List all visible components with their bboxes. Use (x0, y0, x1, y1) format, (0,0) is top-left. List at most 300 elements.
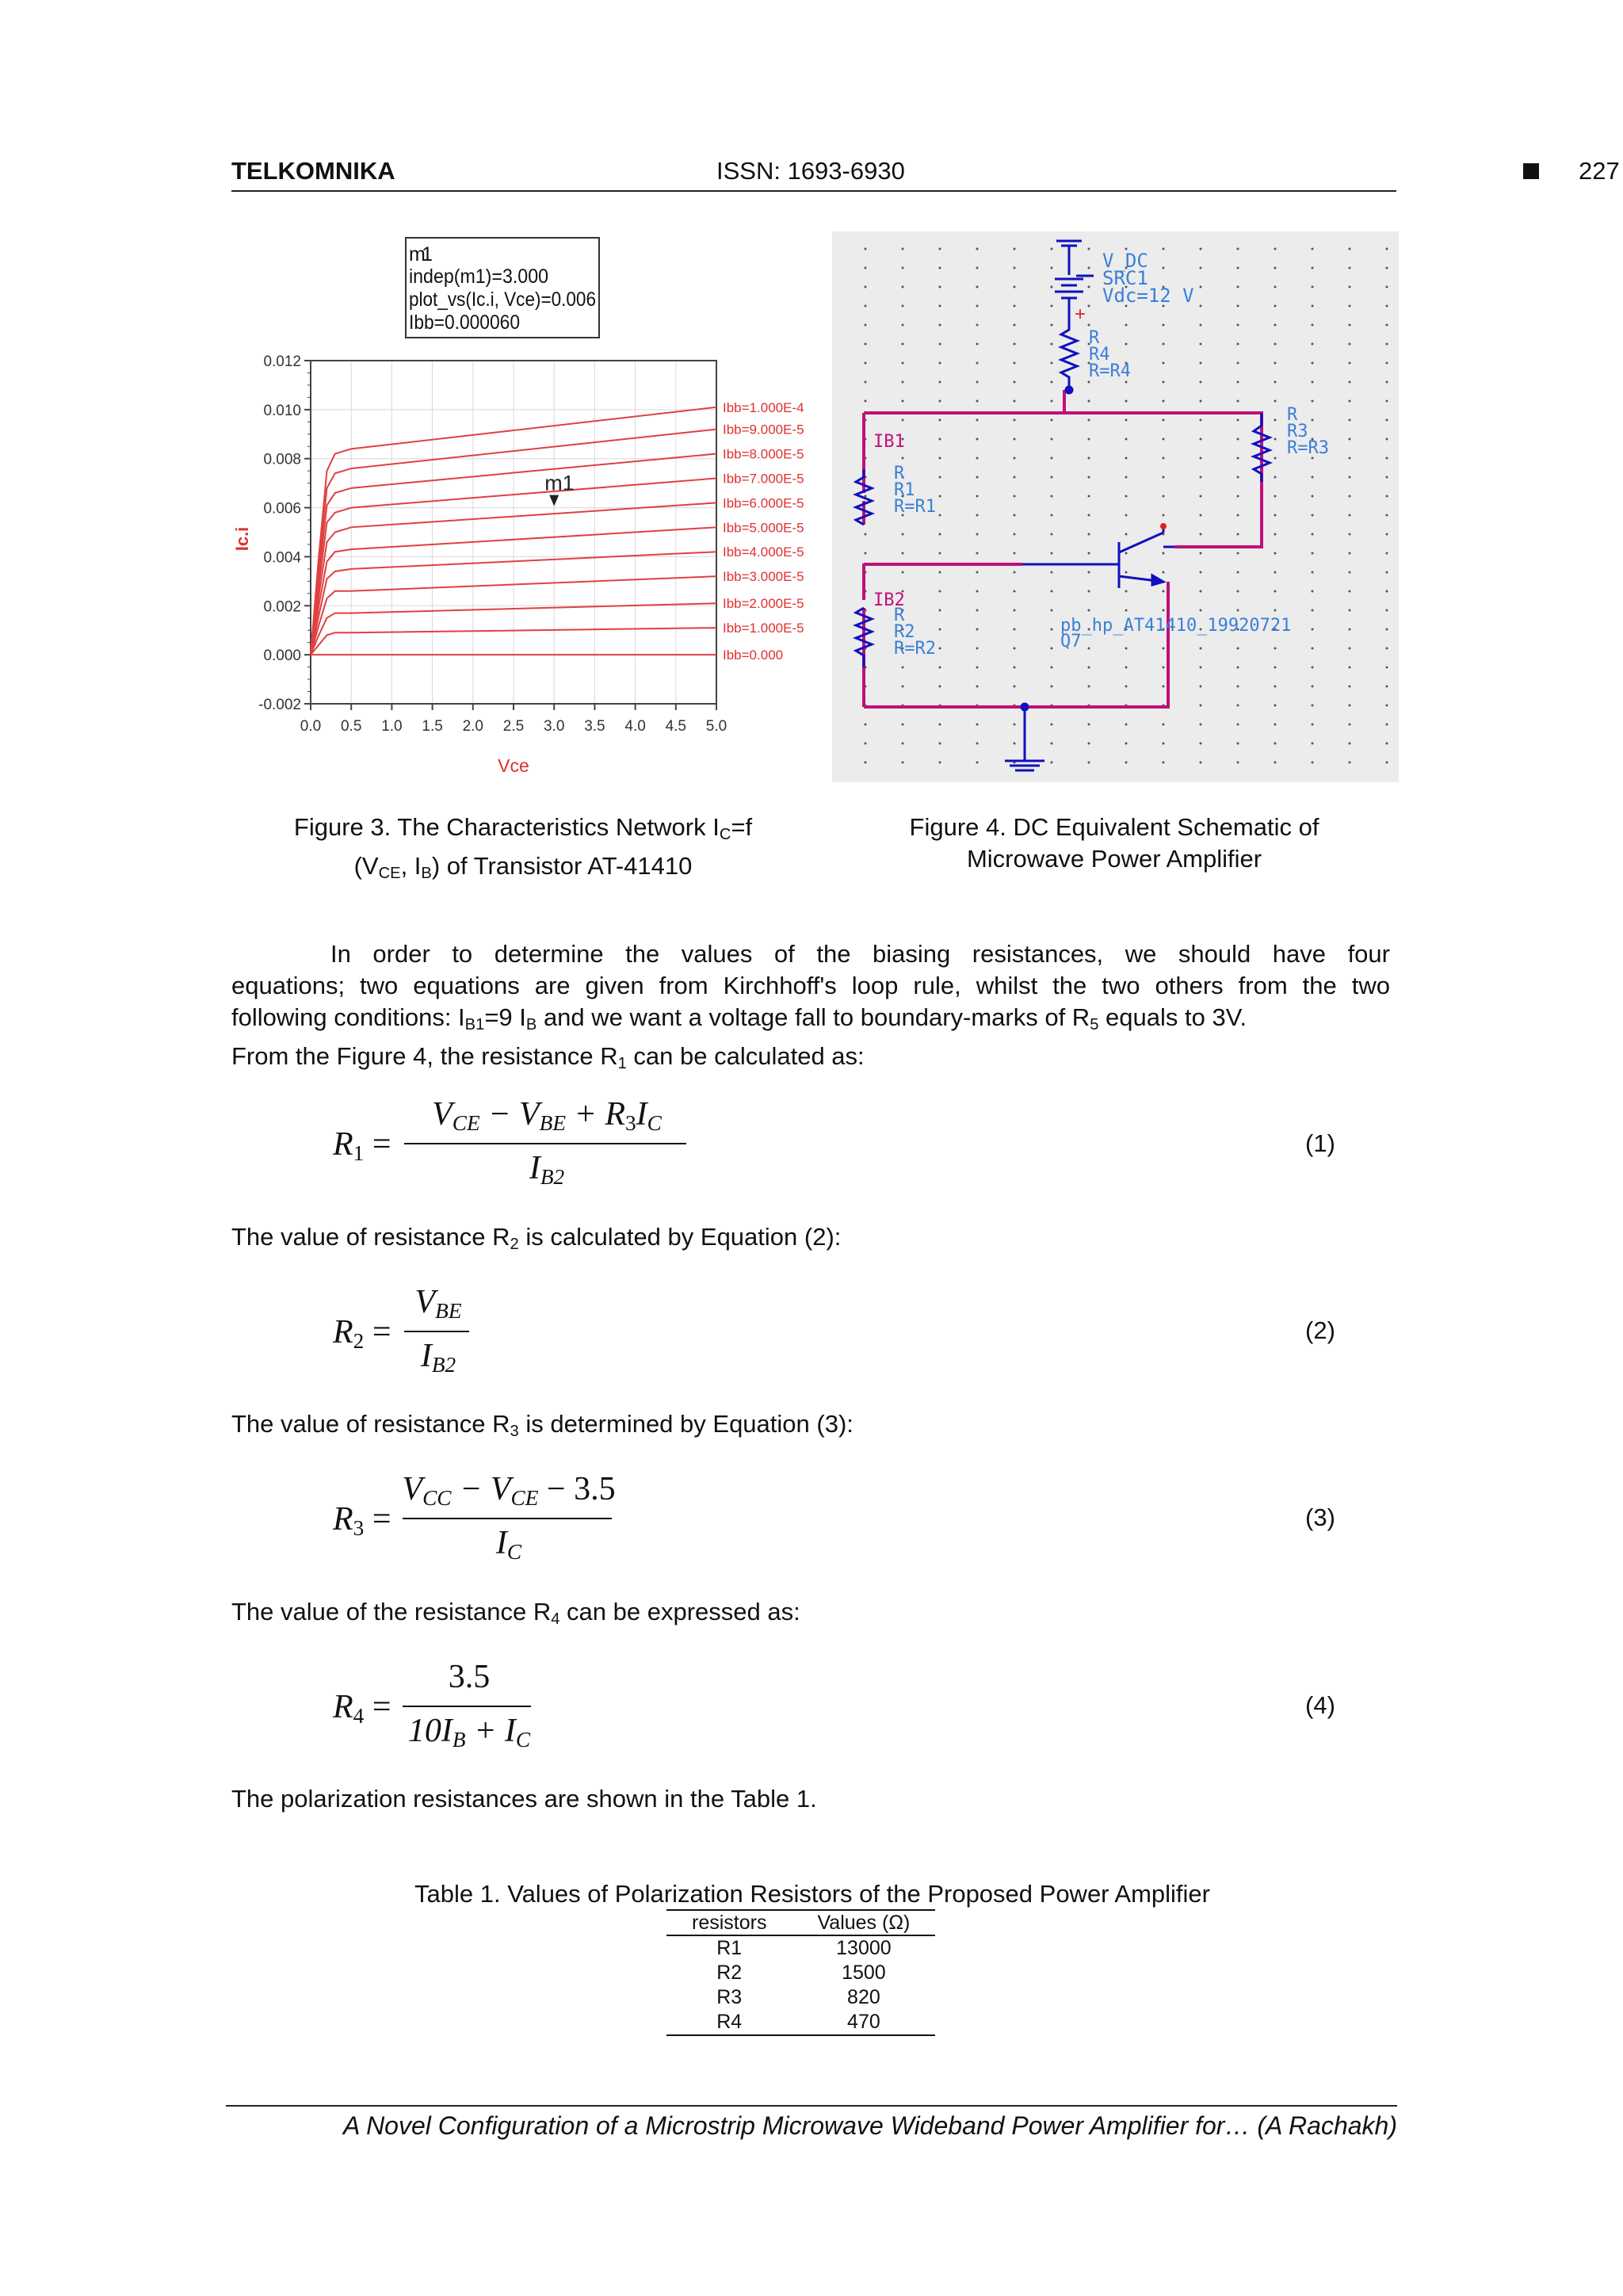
grid-dot (1349, 324, 1351, 327)
grid-dot (1274, 724, 1277, 726)
eq-denominator (398, 1712, 540, 1752)
x-tick-label: 1.0 (381, 718, 403, 735)
grid-dot (1163, 648, 1165, 650)
grid-dot (1051, 457, 1053, 460)
text: can be calculated as: (626, 1042, 865, 1071)
equation-number: (1) (1305, 1129, 1335, 1157)
grid-dot (1125, 667, 1128, 669)
grid-dot (865, 400, 867, 403)
grid-dot (1274, 457, 1277, 460)
marker-box-line: plot_vs(Ic.i, Vce)=0.006 (409, 288, 596, 311)
eq-equals: = (364, 1126, 391, 1163)
grid-dot (1088, 476, 1090, 479)
grid-dot (1088, 400, 1090, 403)
eq-sub: C (647, 1110, 662, 1135)
grid-dot (1125, 343, 1128, 346)
grid-dot (1349, 705, 1351, 707)
grid-dot (939, 648, 941, 650)
grid-dot (1386, 457, 1388, 460)
grid-dot (1349, 590, 1351, 593)
eq-var: R (333, 1126, 353, 1163)
eq-sub: BE (435, 1298, 462, 1323)
series-label: Ibb=1.000E-4 (723, 399, 804, 415)
table-cell: 1500 (842, 1962, 886, 1984)
text: The value of resistance R (231, 1410, 510, 1438)
grid-dot (1125, 324, 1128, 327)
grid-dot (976, 248, 979, 250)
grid-dot (902, 400, 904, 403)
eq-equals: = (364, 1314, 391, 1350)
grid-dot (1051, 438, 1053, 441)
grid-dot (1051, 628, 1053, 631)
grid-dot (1274, 419, 1277, 422)
grid-dot (1200, 724, 1202, 726)
grid-dot (939, 438, 941, 441)
grid-dot (1051, 305, 1053, 308)
sub: 4 (551, 1610, 560, 1629)
grid-dot (1274, 667, 1277, 669)
grid-dot (939, 381, 941, 384)
grid-dot (865, 743, 867, 745)
grid-dot (1312, 495, 1314, 498)
grid-dot (1088, 457, 1090, 460)
figure3-caption (238, 812, 808, 889)
grid-dot (1237, 248, 1239, 250)
text: =9 I (484, 1003, 526, 1031)
eq-fraction-bar (404, 1143, 686, 1144)
grid-dot (865, 343, 867, 346)
grid-dot (1386, 552, 1388, 555)
grid-dot (1200, 381, 1202, 384)
grid-dot (976, 305, 979, 308)
grid-dot (865, 305, 867, 308)
grid-dot (1312, 305, 1314, 308)
grid-dot (1386, 419, 1388, 422)
grid-dot (1200, 343, 1202, 346)
marker-m1-arrow-icon (549, 495, 559, 506)
x-tick-label: 1.5 (422, 718, 443, 735)
grid-dot (1163, 514, 1165, 517)
grid-dot (976, 476, 979, 479)
grid-dot (1200, 267, 1202, 269)
grid-dot (1163, 400, 1165, 403)
grid-dot (1014, 743, 1016, 745)
table-row (666, 1985, 935, 2010)
x-tick-label: 2.5 (502, 718, 525, 735)
square-bullet-icon (1523, 163, 1539, 179)
grid-dot (1200, 248, 1202, 250)
grid-dot (1088, 286, 1090, 288)
grid-dot (1237, 667, 1239, 669)
grid-dot (1386, 286, 1388, 288)
r2-type: R (894, 606, 905, 625)
table1-caption: Table 1. Values of Polarization Resistors of the Proposed Power Amplifier (414, 1880, 1210, 1908)
eq-sub: C (506, 1539, 522, 1564)
transistor-name: Q7 (1060, 632, 1082, 651)
series-label: Ibb=6.000E-5 (723, 495, 804, 511)
x-tick-label: 0.0 (300, 718, 322, 735)
y-tick-label: 0.008 (263, 451, 301, 468)
grid-dot (1163, 724, 1165, 726)
grid-dot (1386, 248, 1388, 250)
grid-dot (1274, 324, 1277, 327)
grid-dot (1349, 305, 1351, 308)
figure3-chart (230, 230, 840, 800)
grid-dot (1014, 381, 1016, 384)
eq-var: I (420, 1338, 432, 1374)
eq-var: 10I (407, 1713, 453, 1749)
grid-dot (1312, 324, 1314, 327)
grid-dot (1349, 743, 1351, 745)
equation-number: (4) (1305, 1691, 1335, 1719)
caption-text: (V (353, 852, 379, 881)
grid-dot (1349, 514, 1351, 517)
grid-dot (1014, 648, 1016, 650)
table-cell: 13000 (836, 1937, 892, 1959)
eq-sub: 3 (353, 1515, 365, 1540)
r1-type: R (894, 464, 905, 483)
grid-dot (1312, 476, 1314, 479)
text-line (231, 1223, 841, 1254)
table-row (666, 2010, 935, 2035)
eq-var: − V (451, 1471, 511, 1507)
grid-dot (1200, 286, 1202, 288)
eq-var: R (333, 1501, 353, 1538)
series-label: Ibb=3.000E-5 (723, 569, 804, 585)
grid-dot (1200, 533, 1202, 536)
eq-equals: = (364, 1689, 391, 1725)
grid-dot (1163, 495, 1165, 498)
grid-dot (865, 362, 867, 365)
grid-dot (1386, 648, 1388, 650)
grid-dot (865, 724, 867, 726)
grid-dot (1349, 571, 1351, 574)
grid-dot (1200, 705, 1202, 707)
text: equals to 3V. (1098, 1003, 1247, 1031)
grid-dot (976, 724, 979, 726)
grid-dot (865, 533, 867, 536)
grid-dot (1274, 495, 1277, 498)
grid-dot (1163, 438, 1165, 441)
grid-dot (902, 324, 904, 327)
grid-dot (1125, 476, 1128, 479)
r2-value: R=R2 (894, 639, 936, 659)
grid-dot (1237, 686, 1239, 688)
grid-dot (1312, 381, 1314, 384)
table-cell: R4 (666, 2010, 792, 2035)
grid-dot (902, 724, 904, 726)
table-header-row (666, 1910, 935, 1935)
eq-sub: 3 (625, 1110, 636, 1135)
grid-dot (1200, 648, 1202, 650)
eq-var: − 3.5 (538, 1471, 616, 1507)
grid-dot (1349, 438, 1351, 441)
grid-dot (1274, 705, 1277, 707)
caption-text: ) of Transistor AT-41410 (431, 852, 693, 881)
grid-dot (1349, 552, 1351, 555)
plus-sign-icon: + (1075, 304, 1086, 325)
x-tick-label: 0.5 (340, 718, 362, 735)
grid-dot (1200, 590, 1202, 593)
grid-dot (1237, 476, 1239, 479)
grid-dot (1051, 419, 1053, 422)
sub: 5 (1090, 1016, 1099, 1034)
eq-denominator (398, 1524, 620, 1564)
grid-dot (902, 667, 904, 669)
eq-equals: = (364, 1501, 391, 1538)
series-label: Ibb=9.000E-5 (723, 422, 804, 437)
grid-dot (1312, 552, 1314, 555)
grid-dot (939, 267, 941, 269)
eq-fraction-bar (403, 1706, 531, 1707)
eq-denominator (403, 1337, 474, 1377)
grid-dot (902, 762, 904, 764)
eq-sub: 2 (353, 1328, 365, 1353)
y-tick-label: 0.010 (263, 402, 301, 419)
grid-dot (1237, 590, 1239, 593)
eq-fraction-bar (403, 1518, 612, 1519)
grid-dot (1051, 343, 1053, 346)
grid-dot (939, 628, 941, 631)
grid-dot (1163, 324, 1165, 327)
grid-dot (1312, 286, 1314, 288)
grid-dot (976, 400, 979, 403)
grid-dot (1163, 552, 1165, 555)
table-cell: 820 (847, 1986, 880, 2008)
grid-dot (1088, 609, 1090, 612)
grid-dot (1014, 305, 1016, 308)
grid-dot (1349, 762, 1351, 764)
grid-dot (1014, 590, 1016, 593)
grid-dot (1014, 552, 1016, 555)
grid-dot (1200, 667, 1202, 669)
page-header (231, 155, 1620, 192)
grid-dot (1051, 362, 1053, 365)
grid-dot (1237, 609, 1239, 612)
para-line (231, 1041, 1390, 1079)
text: is determined by Equation (3): (518, 1410, 854, 1438)
r3-type: R (1287, 405, 1298, 425)
r3-value: R=R3 (1287, 438, 1329, 458)
caption-sub: B (421, 865, 432, 883)
grid-dot (1125, 686, 1128, 688)
grid-dot (1237, 705, 1239, 707)
grid-dot (1312, 419, 1314, 422)
grid-dot (1163, 248, 1165, 250)
grid-dot (1200, 552, 1202, 555)
grid-dot (1386, 476, 1388, 479)
grid-dot (1386, 267, 1388, 269)
page-number: 227 (1579, 157, 1620, 185)
equation-number: (3) (1305, 1503, 1335, 1531)
text: The value of resistance R (231, 1223, 510, 1251)
grid-dot (1386, 324, 1388, 327)
x-tick-label: 4.5 (665, 718, 687, 735)
grid-dot (1386, 743, 1388, 745)
grid-dot (939, 324, 941, 327)
grid-dot (1163, 686, 1165, 688)
grid-dot (1051, 533, 1053, 536)
grid-dot (1163, 762, 1165, 764)
grid-dot (1163, 667, 1165, 669)
grid-dot (976, 457, 979, 460)
grid-dot (1163, 743, 1165, 745)
sub: 2 (510, 1236, 519, 1254)
figure4-schematic (832, 231, 1399, 782)
grid-dot (1014, 628, 1016, 631)
grid-dot (1274, 514, 1277, 517)
eq-var: I (636, 1096, 647, 1133)
grid-dot (1088, 762, 1090, 764)
grid-dot (976, 267, 979, 269)
text-line (231, 1598, 800, 1629)
grid-dot (1312, 705, 1314, 707)
eq-denominator (396, 1149, 697, 1190)
grid-dot (1237, 571, 1239, 574)
grid-dot (939, 419, 941, 422)
grid-dot (1312, 514, 1314, 517)
eq-var: V (414, 1284, 436, 1320)
table-cell: 470 (792, 2010, 935, 2035)
ib2-label: IB2 (873, 590, 905, 610)
grid-dot (1274, 305, 1277, 308)
grid-dot (976, 571, 979, 574)
grid-dot (902, 381, 904, 384)
grid-dot (976, 362, 979, 365)
grid-dot (1014, 419, 1016, 422)
grid-dot (1237, 419, 1239, 422)
series-label: Ibb=1.000E-5 (723, 621, 804, 636)
grid-dot (976, 324, 979, 327)
journal-name: TELKOMNIKA (231, 157, 395, 185)
table-cell: R2 (716, 1962, 743, 1984)
grid-dot (1163, 609, 1165, 612)
grid-dot (1386, 590, 1388, 593)
grid-dot (1051, 667, 1053, 669)
grid-dot (976, 609, 979, 612)
transistor-model: pb_hp_AT41410_19920721 (1060, 616, 1292, 636)
grid-dot (902, 343, 904, 346)
eq-var: + R (566, 1096, 626, 1133)
sub: B1 (464, 1016, 485, 1034)
series-label: Ibb=2.000E-5 (723, 596, 804, 612)
grid-dot (939, 400, 941, 403)
grid-dot (939, 724, 941, 726)
r1-name: R1 (894, 480, 915, 500)
grid-dot (939, 609, 941, 612)
grid-dot (902, 571, 904, 574)
grid-dot (1349, 457, 1351, 460)
sub: 3 (510, 1423, 519, 1441)
x-tick-label: 3.5 (584, 718, 605, 735)
grid-dot (1386, 533, 1388, 536)
figure4-caption (832, 812, 1396, 875)
grid-dot (1274, 286, 1277, 288)
eq-fraction-bar (404, 1331, 469, 1332)
y-tick-label: -0.002 (258, 697, 301, 713)
eq-sub: B2 (540, 1164, 565, 1189)
grid-dot (1312, 267, 1314, 269)
grid-dot (1051, 286, 1053, 288)
grid-dot (1014, 343, 1016, 346)
grid-dot (902, 362, 904, 365)
grid-dot (1274, 552, 1277, 555)
grid-dot (1274, 476, 1277, 479)
grid-dot (1051, 724, 1053, 726)
ib1-label: IB1 (873, 432, 905, 452)
grid-dot (1014, 533, 1016, 536)
eq-numerator (396, 1095, 697, 1136)
grid-dot (1088, 667, 1090, 669)
grid-dot (902, 457, 904, 460)
grid-dot (1051, 267, 1053, 269)
grid-dot (1349, 476, 1351, 479)
grid-dot (976, 590, 979, 593)
eq-var: − V (479, 1096, 540, 1133)
y-tick-label: 0.004 (263, 549, 301, 567)
grid-dot (1088, 552, 1090, 555)
grid-dot (1014, 438, 1016, 441)
grid-dot (1274, 590, 1277, 593)
grid-dot (1088, 438, 1090, 441)
grid-dot (1163, 381, 1165, 384)
para-line: In order to determine the values of the biasing resistances, we should have four (330, 940, 1390, 968)
grid-dot (939, 590, 941, 593)
x-tick-label: 2.0 (462, 718, 484, 735)
eq-var: R (333, 1314, 353, 1350)
grid-dot (1237, 381, 1239, 384)
text: and we want a voltage fall to boundary-marks of R (537, 1003, 1090, 1031)
grid-dot (976, 438, 979, 441)
grid-dot (1386, 609, 1388, 612)
grid-dot (939, 343, 941, 346)
grid-dot (1051, 476, 1053, 479)
eq-lhs (333, 1500, 391, 1541)
grid-dot (1200, 362, 1202, 365)
grid-dot (1200, 419, 1202, 422)
grid-dot (902, 533, 904, 536)
grid-dot (1312, 724, 1314, 726)
grid-dot (1386, 305, 1388, 308)
grid-dot (1125, 762, 1128, 764)
eq-lhs (333, 1125, 391, 1166)
grid-dot (1163, 590, 1165, 593)
grid-dot (1163, 457, 1165, 460)
grid-dot (976, 514, 979, 517)
equation-2 (333, 1284, 491, 1385)
grid-dot (1163, 419, 1165, 422)
grid-dot (1014, 362, 1016, 365)
grid-dot (1312, 686, 1314, 688)
grid-dot (902, 552, 904, 555)
grid-dot (902, 419, 904, 422)
eq-var: I (529, 1150, 540, 1186)
grid-dot (1014, 400, 1016, 403)
eq-numerator (398, 1470, 620, 1511)
grid-dot (1386, 724, 1388, 726)
grid-dot (976, 533, 979, 536)
grid-dot (1200, 400, 1202, 403)
marker-box-line: Ibb=0.000060 (409, 311, 520, 334)
grid-dot (1237, 724, 1239, 726)
grid-dot (1051, 648, 1053, 650)
grid-dot (976, 552, 979, 555)
grid-dot (1014, 267, 1016, 269)
eq-var: + I (465, 1713, 516, 1749)
grid-dot (1386, 686, 1388, 688)
grid-dot (939, 248, 941, 250)
text: following conditions: I (231, 1003, 465, 1031)
